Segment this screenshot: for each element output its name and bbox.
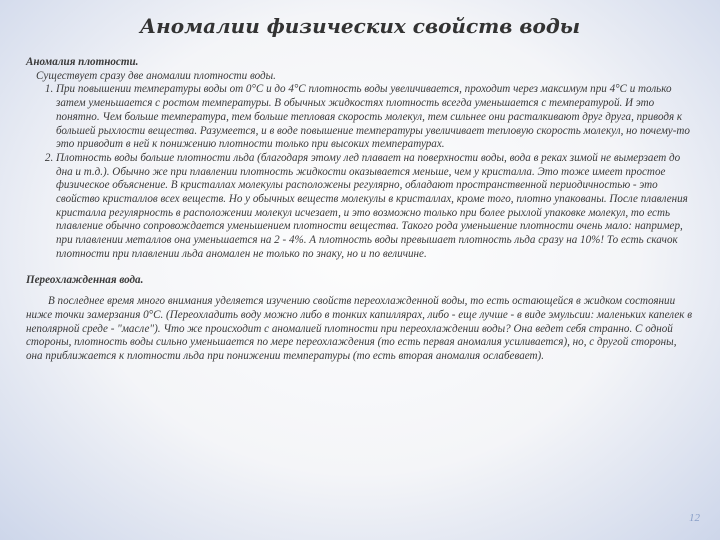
slide-title: Аномалии физических свойств воды: [139, 14, 581, 38]
density-anomaly-intro: Существует сразу две аномалии плотности воды.: [36, 69, 276, 82]
slide-content: [26, 56, 694, 364]
supercooled-water-text: В последнее время много внимания уделяется изучению свойств переохлажденной воды, то есть остающейся в жидком состоянии ниже точки замерзания 0°С. (Переохладить воду можно либо в тонких капиллярах, либо - еще лучше - в виде эмульсии: маленьких капелек в неполярной среде - "масле"). Что же происходит с аномалией плотности при переохлаждении воды? Она ведет себя странно. С одной стороны, плотность воды сильно уменьшается по мере переохлаждения (то есть первая аномалия усиливается), но, с другой стороны, она приближается к плотности льда при понижении температуры (то есть вторая аномалия ослабевает).: [26, 295, 693, 363]
density-anomaly-list: [26, 83, 694, 261]
page-number: 12: [689, 512, 700, 524]
list-item: 2. Плотность воды больше плотности льда (благодаря этому лед плавает на поверхности воды, вода в реках зимой не вымерзает до дна и т.д.). Обычно же при плавлении плотность жидкости оказывается меньше, чем у кристалла. Это тоже имеет простое физическое объяснение. В кристаллах молекулы расположены регулярно, обладают пространственной периодичностью - это свойство кристаллов всех веществ. Но у обычных веществ молекулы в кристаллах, кроме того, плотно упакованы. После плавления кристалла регулярность в расположении молекул исчезает, и это возможно только при более рыхлой упаковке молекул, то есть плавление обычно сопровождается уменьшением плотности вещества. Такого рода уменьшение плотности очень мало: например, при плавлении металлов она уменьшается на 2 - 4%. А плотность воды превышает плотность льда сразу на 10%! То есть скачок плотности при плавлении льда аномален не только по знаку, но и по величине.: [56, 152, 694, 262]
list-item: 1. При повышении температуры воды от 0°С и до 4°С плотность воды увеличивается, проходит через максимум при 4°С и только затем уменьшается с ростом температуры. В обычных жидкостях плотность всегда уменьшается с температурой. И это понятно. Чем больше температура, тем больше тепловая скорость молекул, тем сильнее они расталкивают друг друга, приводя к большей рыхлости вещества. Разумеется, и в воде повышение температуры увеличивает тепловую скорость молекул, но почему-то это приводит в ней к понижению плотности только при высоких температурах.: [56, 83, 694, 152]
supercooled-water-heading: Переохлажденная вода.: [26, 273, 144, 286]
density-anomaly-heading: Аномалия плотности.: [26, 56, 139, 68]
